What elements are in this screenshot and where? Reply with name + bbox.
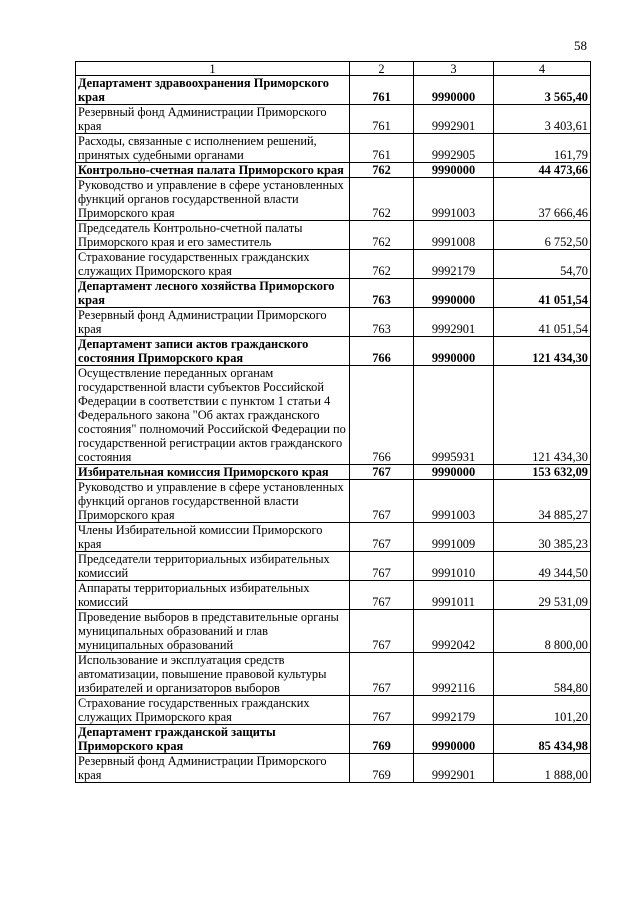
row-article-cell: 9991008 xyxy=(414,221,494,250)
row-amount-cell: 49 344,50 xyxy=(494,552,591,581)
row-amount-cell: 54,70 xyxy=(494,250,591,279)
row-name-cell: Страхование государственных гражданских служащих Приморского края xyxy=(76,250,350,279)
row-article-cell: 9992905 xyxy=(414,134,494,163)
page-number: 58 xyxy=(574,38,587,53)
budget-table xyxy=(75,61,591,783)
row-code-cell: 761 xyxy=(350,76,414,105)
table-row xyxy=(76,105,591,134)
row-name-cell: Резервный фонд Администрации Приморского края xyxy=(76,754,350,783)
row-amount-cell: 44 473,66 xyxy=(494,163,591,178)
row-code-cell: 767 xyxy=(350,552,414,581)
row-article-cell: 9991003 xyxy=(414,178,494,221)
row-amount-cell: 30 385,23 xyxy=(494,523,591,552)
row-amount-cell: 29 531,09 xyxy=(494,581,591,610)
table-row xyxy=(76,610,591,653)
row-amount-cell: 6 752,50 xyxy=(494,221,591,250)
table-row xyxy=(76,337,591,366)
row-article-cell: 9992901 xyxy=(414,754,494,783)
row-article-cell: 9992179 xyxy=(414,250,494,279)
row-name-cell: Председатель Контрольно-счетной палаты Приморского края и его заместитель xyxy=(76,221,350,250)
table-row xyxy=(76,552,591,581)
row-code-cell: 761 xyxy=(350,105,414,134)
row-amount-cell: 3 403,61 xyxy=(494,105,591,134)
row-article-cell: 9992901 xyxy=(414,308,494,337)
row-article-cell: 9991003 xyxy=(414,480,494,523)
table-header-row xyxy=(76,62,591,76)
row-amount-cell: 41 051,54 xyxy=(494,279,591,308)
row-code-cell: 766 xyxy=(350,366,414,465)
row-name-cell: Резервный фонд Администрации Приморского края xyxy=(76,308,350,337)
row-code-cell: 767 xyxy=(350,480,414,523)
table-row xyxy=(76,178,591,221)
row-name-cell: Председатели территориальных избирательных комиссий xyxy=(76,552,350,581)
row-amount-cell: 3 565,40 xyxy=(494,76,591,105)
row-name-cell: Расходы, связанные с исполнением решений, принятых судебными органами xyxy=(76,134,350,163)
row-code-cell: 763 xyxy=(350,308,414,337)
table-row xyxy=(76,366,591,465)
row-code-cell: 769 xyxy=(350,754,414,783)
table-row xyxy=(76,480,591,523)
row-article-cell: 9992042 xyxy=(414,610,494,653)
row-name-cell: Департамент здравоохранения Приморского края xyxy=(76,76,350,105)
column-header-1: 1 xyxy=(76,62,350,76)
row-name-cell: Контрольно-счетная палата Приморского края xyxy=(76,163,350,178)
row-amount-cell: 101,20 xyxy=(494,696,591,725)
row-code-cell: 767 xyxy=(350,581,414,610)
row-name-cell: Проведение выборов в представительные органы муниципальных образований и глав муниципальных образований xyxy=(76,610,350,653)
row-name-cell: Аппараты территориальных избирательных комиссий xyxy=(76,581,350,610)
row-amount-cell: 41 051,54 xyxy=(494,308,591,337)
row-code-cell: 767 xyxy=(350,465,414,480)
row-amount-cell: 121 434,30 xyxy=(494,366,591,465)
row-code-cell: 763 xyxy=(350,279,414,308)
row-article-cell: 9991011 xyxy=(414,581,494,610)
table-row xyxy=(76,250,591,279)
row-name-cell: Руководство и управление в сфере установленных функций органов государственной власти Приморского края xyxy=(76,178,350,221)
row-article-cell: 9995931 xyxy=(414,366,494,465)
table-body xyxy=(76,62,591,783)
row-name-cell: Страхование государственных гражданских служащих Приморского края xyxy=(76,696,350,725)
row-name-cell: Департамент лесного хозяйства Приморского края xyxy=(76,279,350,308)
row-name-cell: Резервный фонд Администрации Приморского края xyxy=(76,105,350,134)
row-code-cell: 767 xyxy=(350,696,414,725)
row-code-cell: 766 xyxy=(350,337,414,366)
row-code-cell: 769 xyxy=(350,725,414,754)
column-header-3: 3 xyxy=(414,62,494,76)
table-row xyxy=(76,523,591,552)
row-name-cell: Использование и эксплуатация средств автоматизации, повышение правовой культуры избирателей и организаторов выборов xyxy=(76,653,350,696)
row-amount-cell: 34 885,27 xyxy=(494,480,591,523)
row-name-cell: Департамент гражданской защиты Приморского края xyxy=(76,725,350,754)
row-amount-cell: 1 888,00 xyxy=(494,754,591,783)
table-row xyxy=(76,581,591,610)
column-header-4: 4 xyxy=(494,62,591,76)
row-article-cell: 9991009 xyxy=(414,523,494,552)
row-article-cell: 9990000 xyxy=(414,337,494,366)
row-article-cell: 9992901 xyxy=(414,105,494,134)
table-row xyxy=(76,134,591,163)
row-name-cell: Осуществление переданных органам государственной власти субъектов Российской Федерации в соответствии с пунктом 1 статьи 4 Федерального закона "Об актах гражданского состояния" полномочий Российской Федерации по государственной регистрации актов гражданского состояния xyxy=(76,366,350,465)
table-row xyxy=(76,76,591,105)
row-name-cell: Руководство и управление в сфере установленных функций органов государственной власти Приморского края xyxy=(76,480,350,523)
row-amount-cell: 37 666,46 xyxy=(494,178,591,221)
row-amount-cell: 8 800,00 xyxy=(494,610,591,653)
row-amount-cell: 584,80 xyxy=(494,653,591,696)
table-row xyxy=(76,754,591,783)
row-code-cell: 762 xyxy=(350,250,414,279)
row-article-cell: 9990000 xyxy=(414,465,494,480)
row-code-cell: 762 xyxy=(350,163,414,178)
row-name-cell: Члены Избирательной комиссии Приморского края xyxy=(76,523,350,552)
column-header-2: 2 xyxy=(350,62,414,76)
row-name-cell: Избирательная комиссия Приморского края xyxy=(76,465,350,480)
row-article-cell: 9990000 xyxy=(414,163,494,178)
row-amount-cell: 161,79 xyxy=(494,134,591,163)
row-code-cell: 767 xyxy=(350,653,414,696)
table-row xyxy=(76,221,591,250)
row-amount-cell: 85 434,98 xyxy=(494,725,591,754)
row-code-cell: 761 xyxy=(350,134,414,163)
table-row xyxy=(76,465,591,480)
table-row xyxy=(76,725,591,754)
table-row xyxy=(76,279,591,308)
row-amount-cell: 121 434,30 xyxy=(494,337,591,366)
row-code-cell: 762 xyxy=(350,221,414,250)
row-amount-cell: 153 632,09 xyxy=(494,465,591,480)
table-row xyxy=(76,308,591,337)
row-code-cell: 762 xyxy=(350,178,414,221)
row-code-cell: 767 xyxy=(350,610,414,653)
table-row xyxy=(76,653,591,696)
row-code-cell: 767 xyxy=(350,523,414,552)
row-article-cell: 9990000 xyxy=(414,279,494,308)
row-article-cell: 9990000 xyxy=(414,76,494,105)
table-row xyxy=(76,163,591,178)
row-article-cell: 9992116 xyxy=(414,653,494,696)
table-row xyxy=(76,696,591,725)
row-name-cell: Департамент записи актов гражданского состояния Приморского края xyxy=(76,337,350,366)
row-article-cell: 9990000 xyxy=(414,725,494,754)
row-article-cell: 9992179 xyxy=(414,696,494,725)
row-article-cell: 9991010 xyxy=(414,552,494,581)
